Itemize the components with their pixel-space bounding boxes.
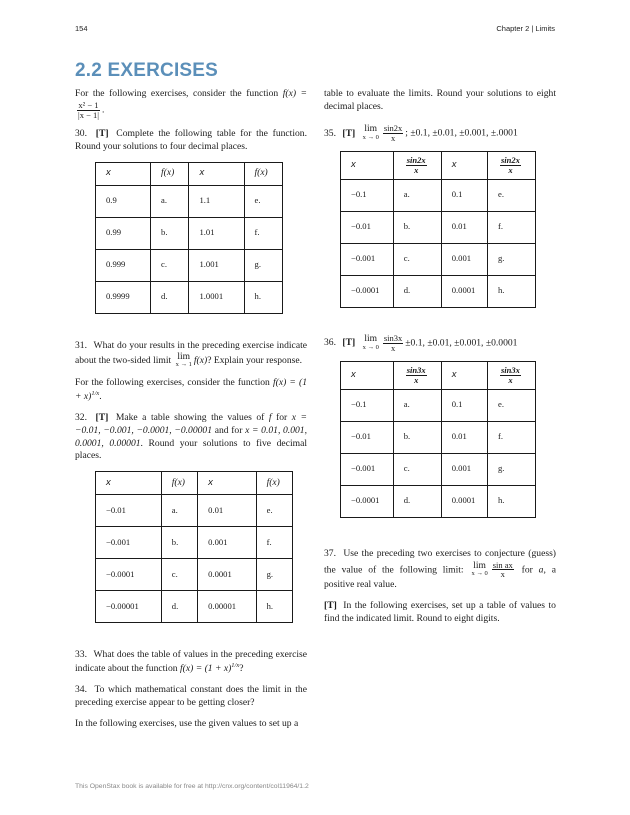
value-list: x = 0.01, 0.001, 0.0001, 0.00001 (75, 424, 307, 449)
table-cell: h. (488, 485, 536, 517)
table-cell: 0.1 (441, 179, 487, 211)
fraction-numerator: sin2x (383, 122, 403, 133)
limit-word: lim (364, 334, 378, 345)
table-cell: −0.0001 (341, 275, 394, 307)
table-cell: e. (488, 389, 536, 421)
fraction-denominator: x (390, 342, 396, 353)
limit-expression (176, 353, 192, 369)
column-header-x: x (441, 151, 487, 179)
table-cell: e. (488, 179, 536, 211)
fraction-numerator: sin3x (383, 332, 403, 343)
exercise-number: 30. (75, 127, 87, 139)
table-cell: h. (488, 275, 536, 307)
technology-tag: [T] (95, 411, 109, 423)
exercise-number: 32. (75, 411, 87, 423)
table-cell: h. (244, 281, 282, 313)
limit-fraction (383, 124, 403, 143)
table-cell: −0.01 (96, 495, 162, 527)
right-column (324, 88, 556, 634)
intro-text: In the following exercises, set up a table of values to find the indicated limit. Round to eight digits. (324, 600, 556, 625)
sentence-end: . (101, 104, 105, 116)
technology-tag: [T] (342, 127, 356, 139)
limit-fraction (383, 334, 403, 353)
column-header-fraction (488, 151, 536, 179)
exercise-text-end: , a positive real value. (324, 564, 556, 591)
exercise-number: 36. (324, 337, 336, 349)
table-cell: −0.0001 (96, 559, 162, 591)
table-cell: b. (161, 527, 197, 559)
function-symbol: f (268, 411, 272, 423)
continued-text: table to evaluate the limits. Round your solutions to eight decimal places. (324, 88, 556, 112)
fraction-denominator: x (414, 164, 419, 175)
table-cell: 0.0001 (441, 275, 487, 307)
table-cell: −0.001 (96, 527, 162, 559)
exercise-number: 34. (75, 684, 87, 696)
fraction-denominator: x (508, 374, 513, 385)
table-cell: 0.00001 (198, 591, 257, 623)
exercise-number: 35. (324, 127, 336, 139)
table-row (341, 389, 536, 421)
limit-word: lim (473, 560, 486, 571)
table-cell: g. (488, 243, 536, 275)
column-header-fx: f(x) (244, 162, 282, 185)
column-header-fx: f(x) (256, 472, 292, 495)
exercise-number: 33. (75, 649, 87, 661)
column-header-x: x (189, 162, 244, 185)
table-cell: b. (393, 421, 441, 453)
exercise-35-table (340, 151, 536, 308)
table-cell: h. (256, 591, 292, 623)
function-exponent: 1/x (91, 389, 100, 397)
exercise-text-end: ? (239, 663, 244, 675)
table-cell: f. (488, 211, 536, 243)
table-cell: −0.00001 (96, 591, 162, 623)
value-list: x = −0.01, −0.001, −0.0001, −0.00001 (75, 411, 308, 436)
value-list: ; ±0.1, ±0.01, ±0.001, ±.0001 (405, 127, 518, 139)
table-cell: 0.999 (96, 249, 151, 281)
table-cell: d. (393, 275, 441, 307)
fraction-denominator: x (508, 164, 513, 175)
table-row (341, 421, 536, 453)
exercise-text: for (521, 564, 533, 576)
table-row (96, 249, 283, 281)
exercise-33 (75, 649, 307, 676)
table-cell: 0.0001 (441, 485, 487, 517)
table-cell: −0.01 (341, 421, 394, 453)
table-header-row (341, 361, 536, 389)
exercise-35 (324, 124, 556, 143)
exercise-text: for (276, 411, 288, 423)
exercise-text: Make a table showing the values of (115, 411, 265, 423)
table-cell: d. (393, 485, 441, 517)
limit-subscript: x → 1 (175, 361, 192, 369)
exercise-30-table (95, 162, 283, 314)
function-label: f(x) = (282, 88, 308, 99)
table-cell: 0.1 (441, 389, 487, 421)
limit-subscript: x → 0 (471, 570, 488, 578)
table-cell: 0.0001 (198, 559, 257, 591)
function-fraction (77, 101, 100, 120)
table-cell: a. (393, 389, 441, 421)
fraction-numerator: sin2x (501, 154, 520, 165)
table-cell: −0.001 (341, 453, 394, 485)
column-header-x: x (341, 361, 394, 389)
table-cell: 0.01 (441, 421, 487, 453)
column-header-fx: f(x) (151, 162, 189, 185)
exercise-text: What does the table of values in the preceding exercise indicate about the function (75, 649, 307, 675)
exercise-37 (324, 548, 556, 593)
table-cell: 0.9 (96, 185, 151, 217)
exercise-text: Complete the following table for the function. Round your solutions to four decimal places. (75, 127, 307, 152)
table-cell: 0.001 (441, 453, 487, 485)
table-row (96, 495, 293, 527)
exercise-31 (75, 340, 307, 369)
table-cell: −0.0001 (341, 485, 394, 517)
table-cell: a. (161, 495, 197, 527)
fraction-denominator: x (500, 569, 505, 580)
fraction-denominator: x (414, 374, 419, 385)
function-exponent: 1/x (231, 662, 240, 670)
exercise-text-end: . Round your solutions to five decimal places. (75, 437, 307, 462)
header-fraction (500, 156, 521, 175)
footer-note: This OpenStax book is available for free at http://cnx.org/content/col11964/1.2 (75, 783, 309, 790)
column-header-x: x (96, 472, 162, 495)
exercise-32-table (95, 471, 293, 623)
page-number: 154 (75, 24, 88, 33)
intro-text: For the following exercises, consider the function (75, 88, 279, 99)
table-cell: g. (488, 453, 536, 485)
table-cell: 0.001 (441, 243, 487, 275)
exercise-30 (75, 128, 307, 154)
exercise-text: What do your results in the preceding exercise indicate about the two-sided limit (75, 339, 308, 366)
fraction-numerator: sin ax (492, 559, 513, 570)
fraction-denominator: x (390, 132, 396, 143)
limit-subscript: x → 0 (362, 133, 379, 141)
table-cell: b. (151, 217, 189, 249)
table-row (96, 559, 293, 591)
table-cell: g. (256, 559, 292, 591)
table-header-row (341, 151, 536, 179)
table-cell: d. (151, 281, 189, 313)
exercise-32 (75, 412, 307, 464)
table-cell: 0.001 (198, 527, 257, 559)
intro-function-1 (75, 88, 307, 120)
column-header-fx: f(x) (161, 472, 197, 495)
left-column (75, 88, 307, 739)
table-row (341, 453, 536, 485)
sentence-end: . (99, 390, 102, 402)
exercise-number: 31. (75, 339, 87, 351)
table-cell: −0.1 (341, 389, 394, 421)
table-header-row (96, 472, 293, 495)
value-list: ±0.1, ±0.01, ±0.001, ±0.0001 (405, 337, 518, 349)
variable-symbol: a (538, 564, 544, 576)
fraction-numerator: sin3x (406, 364, 426, 375)
table-row (341, 485, 536, 517)
intro-limits-2 (324, 600, 556, 626)
table-cell: e. (244, 185, 282, 217)
limit-word: lim (177, 351, 191, 362)
exercise-text-end: ? Explain your response. (207, 354, 303, 366)
table-row (96, 217, 283, 249)
table-cell: 0.01 (198, 495, 257, 527)
exercise-text: and for (214, 424, 243, 436)
table-cell: 1.1 (189, 185, 244, 217)
header-fraction (406, 156, 427, 175)
table-cell: 0.9999 (96, 281, 151, 313)
section-title: 2.2 EXERCISES (75, 60, 219, 81)
fraction-denominator: |x − 1| (78, 109, 99, 120)
table-cell: 1.0001 (189, 281, 244, 313)
table-cell: c. (151, 249, 189, 281)
table-cell: c. (161, 559, 197, 591)
limit-subscript: x → 0 (362, 343, 379, 351)
limit-expression (363, 335, 379, 351)
column-header-fraction (393, 361, 441, 389)
header-fraction (500, 366, 521, 385)
table-row (96, 281, 283, 313)
limit-word: lim (364, 124, 378, 135)
header-fraction (406, 366, 427, 385)
exercise-text: To which mathematical constant does the limit in the preceding exercise appear to be getting closer? (75, 684, 307, 709)
table-cell: −0.1 (341, 179, 394, 211)
table-cell: a. (393, 179, 441, 211)
table-cell: 0.01 (441, 211, 487, 243)
table-row (341, 211, 536, 243)
table-row (341, 243, 536, 275)
column-header-fraction (488, 361, 536, 389)
table-cell: −0.01 (341, 211, 394, 243)
table-row (96, 591, 293, 623)
column-header-fraction (393, 151, 441, 179)
limit-function: f(x) (193, 354, 208, 366)
table-header-row (96, 162, 283, 185)
table-cell: f. (488, 421, 536, 453)
table-cell: f. (244, 217, 282, 249)
table-cell: 0.99 (96, 217, 151, 249)
table-row (96, 185, 283, 217)
table-cell: 1.001 (189, 249, 244, 281)
fraction-numerator: sin2x (406, 154, 426, 165)
column-header-x: x (441, 361, 487, 389)
exercise-number: 37. (324, 547, 336, 559)
column-header-x: x (341, 151, 394, 179)
table-cell: e. (256, 495, 292, 527)
fraction-numerator: x² − 1 (78, 99, 99, 110)
table-cell: b. (393, 211, 441, 243)
exercise-36 (324, 334, 556, 353)
table-cell: c. (393, 453, 441, 485)
table-cell: g. (244, 249, 282, 281)
column-header-x: x (96, 162, 151, 185)
table-row (96, 527, 293, 559)
table-cell: d. (161, 591, 197, 623)
exercise-36-table (340, 361, 536, 518)
table-cell: −0.001 (341, 243, 394, 275)
table-cell: a. (151, 185, 189, 217)
fraction-numerator: sin3x (501, 364, 520, 375)
exercise-text: Use the preceding two exercises to conjecture (guess) the value of the following limit: (324, 547, 556, 576)
table-cell: f. (256, 527, 292, 559)
limit-expression (471, 562, 487, 578)
table-row (341, 179, 536, 211)
intro-text: For the following exercises, consider the function (75, 376, 270, 388)
limit-fraction (492, 561, 514, 580)
intro-limits: In the following exercises, use the given values to set up a (75, 718, 299, 730)
function-label: f(x) = (1 + x) (75, 376, 307, 402)
technology-tag: [T] (95, 127, 109, 139)
technology-tag: [T] (342, 337, 356, 349)
intro-function-2 (75, 377, 307, 404)
chapter-header: Chapter 2 | Limits (496, 24, 555, 33)
technology-tag: [T] (324, 600, 337, 612)
limit-expression (363, 125, 379, 141)
column-header-x: x (198, 472, 257, 495)
table-cell: c. (393, 243, 441, 275)
function-label: f(x) = (1 + x) (179, 663, 232, 675)
table-row (341, 275, 536, 307)
table-cell: 1.01 (189, 217, 244, 249)
exercise-34 (75, 684, 307, 710)
